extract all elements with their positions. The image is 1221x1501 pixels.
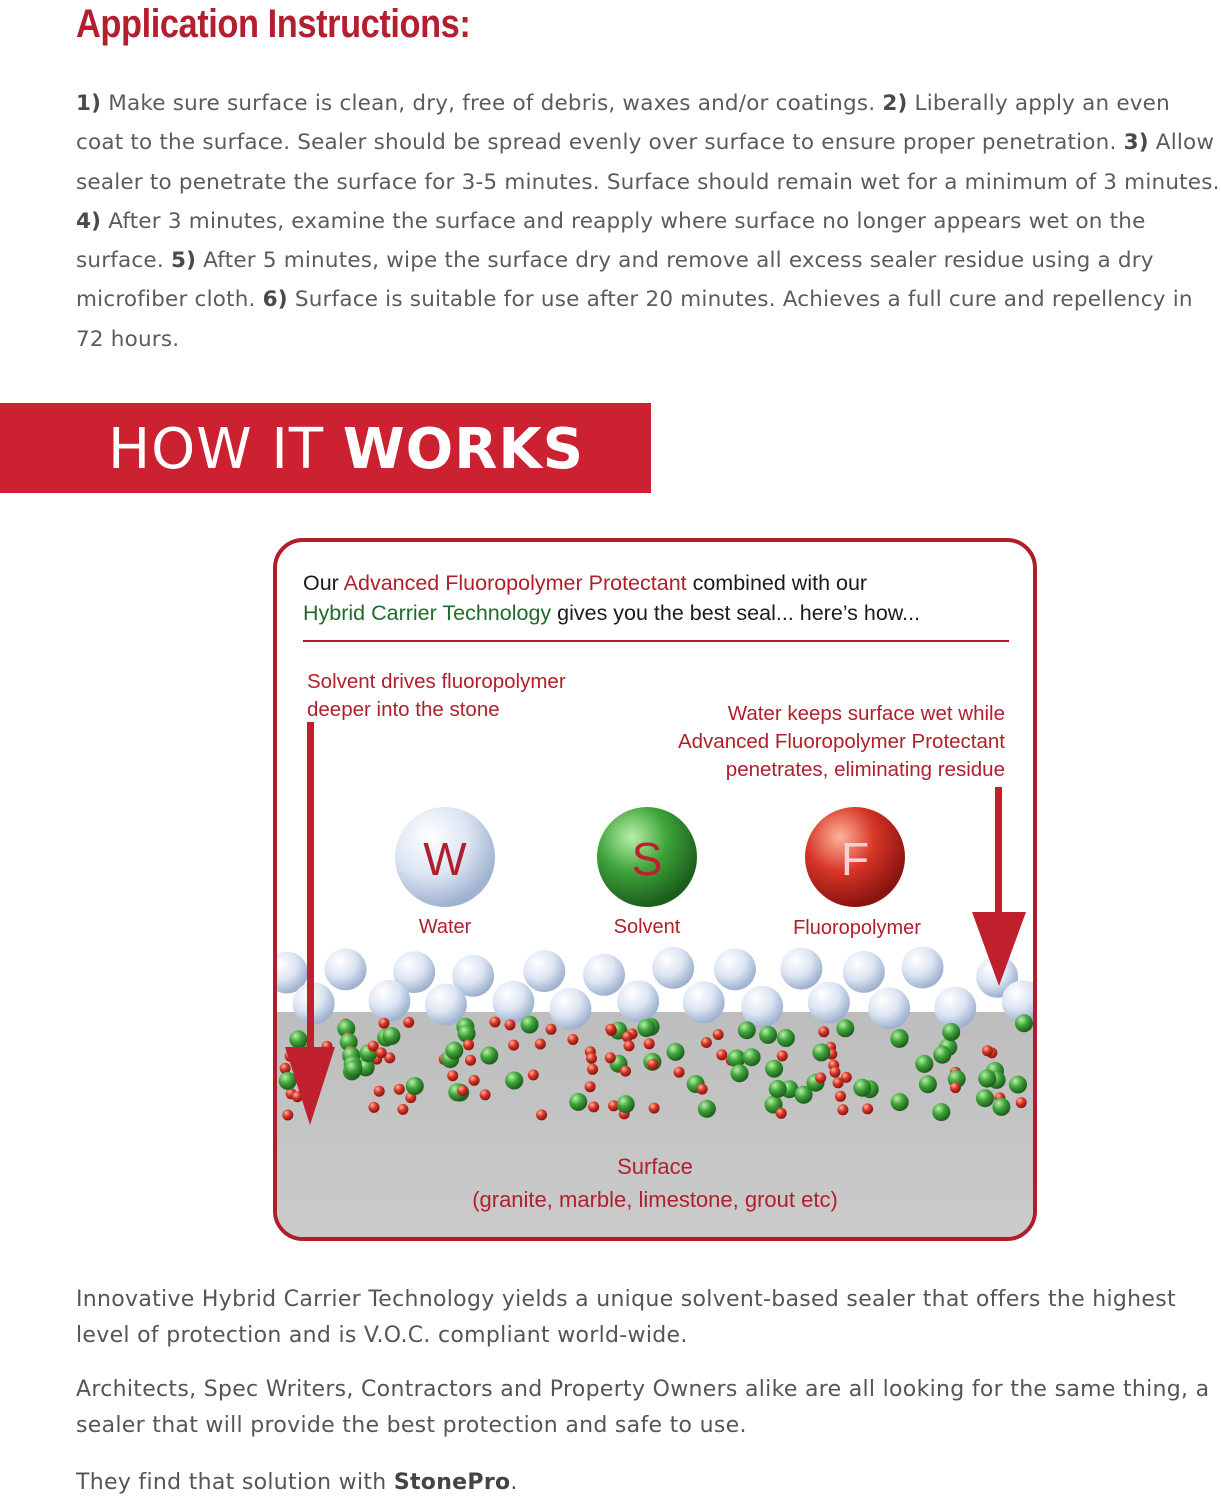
- water-droplet: [549, 988, 591, 1030]
- solvent-particle: [759, 1026, 777, 1044]
- water-droplet: [902, 947, 944, 989]
- diagram-header: Our Advanced Fluoropolymer Protectant combined with our Hybrid Carrier Technology gives you the best seal... here’s how...: [303, 571, 921, 625]
- paragraph-solution: They find that solution with StonePro.: [76, 1470, 518, 1495]
- water-droplet: [868, 987, 910, 1029]
- fluoropolymer-particle: [950, 1082, 961, 1093]
- fluoropolymer-particle: [447, 1070, 458, 1081]
- fluoropolymer-particle: [649, 1103, 660, 1114]
- fluoropolymer-particle: [818, 1026, 829, 1037]
- solvent-particle: [891, 1093, 909, 1111]
- solvent-particle: [698, 1100, 716, 1118]
- solvent-particle: [617, 1095, 635, 1113]
- fluoropolymer-particle: [777, 1050, 788, 1061]
- solvent-particle: [915, 1055, 933, 1073]
- solvent-particle: [382, 1027, 400, 1045]
- banner-heading: HOW IT WORKS: [108, 417, 585, 482]
- water-droplet: [617, 980, 659, 1022]
- solvent-particle: [480, 1047, 498, 1065]
- solvent-particle: [919, 1075, 937, 1093]
- legend-label-fluoropolymer: Fluoropolymer: [793, 917, 921, 939]
- fluoropolymer-particle: [716, 1049, 727, 1060]
- instruction-step: 1) Make sure surface is clean, dry, free of debris, waxes and/or coatings.: [76, 91, 883, 116]
- fluoropolymer-particle: [374, 1086, 385, 1097]
- fluoropolymer-particle: [701, 1037, 712, 1048]
- fluoropolymer-particle: [567, 1034, 578, 1045]
- water-droplet: [780, 948, 822, 990]
- solvent-particle: [406, 1077, 424, 1095]
- fluoropolymer-particle: [620, 1066, 631, 1077]
- solvent-particle: [1009, 1076, 1027, 1094]
- fluoropolymer-particle: [376, 1047, 387, 1058]
- solvent-annotation: Solvent drives fluoropolymer deeper into the stone: [307, 670, 566, 721]
- fluoropolymer-particle: [490, 1017, 501, 1028]
- fluoropolymer-particle: [394, 1084, 405, 1095]
- solvent-particle: [812, 1043, 830, 1061]
- instruction-step: 2) Liberally apply an even coat to the surface. Sealer should be spread evenly over surface to ensure proper penetration.: [76, 91, 1170, 156]
- fluoropolymer-particle: [835, 1091, 846, 1102]
- solvent-particle: [637, 1019, 655, 1037]
- surface-illustration: [277, 542, 1033, 1237]
- instruction-step: 4) After 3 minutes, examine the surface and reapply where surface no longer appears wet on the surface.: [76, 208, 1146, 274]
- fluoropolymer-particle: [403, 1017, 414, 1028]
- legend-label-solvent: Solvent: [613, 916, 681, 938]
- water-droplet: [843, 951, 885, 993]
- fluoropolymer-particle: [982, 1045, 993, 1056]
- solvent-particle: [569, 1093, 587, 1111]
- instruction-step: 3) Allow sealer to penetrate the surface for 3-5 minutes. Surface should remain wet for a minimum of 3 minutes.: [76, 130, 1220, 195]
- water-droplet: [808, 982, 850, 1024]
- solvent-particle: [289, 1030, 307, 1048]
- svg-text:W: W: [423, 833, 467, 885]
- solvent-particle: [769, 1080, 787, 1098]
- solvent-particle: [978, 1070, 996, 1088]
- fluoropolymer-particle: [463, 1039, 474, 1050]
- fluoropolymer-particle: [841, 1072, 852, 1083]
- fluoropolymer-particle: [697, 1084, 708, 1095]
- solvent-particle: [777, 1029, 795, 1047]
- solvent-particle: [738, 1021, 756, 1039]
- fluoropolymer-particle: [505, 1019, 516, 1030]
- water-droplet: [583, 954, 625, 996]
- paragraph-audience: Architects, Spec Writers, Contractors and Property Owners alike are all looking for the same thing, a sealer that will provide the best protection and safe to use.: [76, 1377, 1210, 1438]
- fluoropolymer-particle: [624, 1040, 635, 1051]
- fluoropolymer-particle: [536, 1109, 547, 1120]
- surface-label: Surface (granite, marble, limestone, grout etc): [472, 1154, 838, 1212]
- water-droplet: [325, 948, 367, 990]
- solvent-particle: [1015, 1014, 1033, 1032]
- water-droplet: [683, 981, 725, 1023]
- fluoropolymer-particle: [837, 1104, 848, 1115]
- fluoropolymer-particle: [830, 1067, 841, 1078]
- fluoropolymer-particle: [465, 1055, 476, 1066]
- fluoropolymer-particle: [480, 1089, 491, 1100]
- solvent-particle: [667, 1043, 685, 1061]
- arrow-right-icon: [972, 787, 1026, 986]
- fluoropolymer-particle: [528, 1069, 539, 1080]
- solvent-particle: [836, 1019, 854, 1037]
- solvent-particle: [445, 1042, 463, 1060]
- fluoropolymer-particle: [457, 1085, 468, 1096]
- page-title: Application Instructions:: [76, 2, 471, 46]
- svg-text:F: F: [840, 833, 870, 885]
- solvent-particle: [932, 1103, 950, 1121]
- fluoropolymer-particle: [469, 1075, 480, 1086]
- fluoropolymer-particle: [369, 1102, 380, 1113]
- brand-name: StonePro: [393, 1470, 511, 1495]
- fluoropolymer-particle: [713, 1029, 724, 1040]
- fluoropolymer-particle: [776, 1108, 787, 1119]
- solvent-particle: [890, 1030, 908, 1048]
- water-droplet: [652, 947, 694, 989]
- fluoropolymer-particle: [644, 1038, 655, 1049]
- fluoropolymer-particle: [862, 1103, 873, 1114]
- instruction-step: 5) After 5 minutes, wipe the surface dry and remove all excess sealer residue using a dry microfiber cloth.: [76, 248, 1154, 313]
- legend-spheres: [395, 807, 905, 907]
- fluoropolymer-particle: [397, 1104, 408, 1115]
- water-droplet: [368, 980, 410, 1022]
- solvent-particle: [505, 1072, 523, 1090]
- header-divider: [303, 640, 1009, 642]
- fluoropolymer-particle: [546, 1024, 557, 1035]
- arrow-left-icon: [285, 722, 335, 1125]
- solvent-particle: [521, 1016, 539, 1034]
- fluoropolymer-particle: [585, 1081, 596, 1092]
- application-instructions: [76, 84, 1221, 359]
- water-annotation: Water keeps surface wet while Advanced Fluoropolymer Protectant penetrates, eliminating residue: [677, 702, 1005, 781]
- fluoropolymer-particle: [1016, 1097, 1027, 1108]
- fluoropolymer-particle: [588, 1101, 599, 1112]
- fluoropolymer-particle: [587, 1064, 598, 1075]
- solvent-particle: [933, 1046, 951, 1064]
- fluoropolymer-particle: [379, 1018, 390, 1029]
- solvent-particle: [345, 1060, 363, 1078]
- solvent-particle: [743, 1048, 761, 1066]
- water-droplet: [934, 987, 976, 1029]
- instruction-step: 6) Surface is suitable for use after 20 minutes. Achieves a full cure and repellency in 72 hours.: [76, 287, 1193, 352]
- fluoropolymer-particle: [815, 1072, 826, 1083]
- how-it-works-banner: [0, 403, 651, 493]
- fluoropolymer-particle: [282, 1110, 293, 1121]
- solvent-particle: [992, 1098, 1010, 1116]
- solvent-particle: [942, 1023, 960, 1041]
- water-droplet: [523, 950, 565, 992]
- fluoropolymer-particle: [586, 1053, 597, 1064]
- solvent-particle: [853, 1079, 871, 1097]
- solvent-particle: [765, 1060, 783, 1078]
- fluoropolymer-particle: [605, 1024, 616, 1035]
- solvent-particle: [976, 1089, 994, 1107]
- water-droplet: [714, 948, 756, 990]
- fluoropolymer-particle: [647, 1059, 658, 1070]
- fluoropolymer-particle: [674, 1067, 685, 1078]
- svg-text:S: S: [631, 833, 663, 885]
- solvent-particle: [795, 1086, 813, 1104]
- legend-label-water: Water: [418, 916, 472, 938]
- how-it-works-diagram: [273, 538, 1037, 1241]
- fluoropolymer-particle: [605, 1052, 616, 1063]
- solvent-particle: [731, 1064, 749, 1082]
- fluoropolymer-particle: [535, 1039, 546, 1050]
- fluoropolymer-particle: [508, 1040, 519, 1051]
- paragraph-hybrid-carrier: Innovative Hybrid Carrier Technology yields a unique solvent-based sealer that offers the highest level of protection and is V.O.C. compliant world-wide.: [76, 1287, 1176, 1348]
